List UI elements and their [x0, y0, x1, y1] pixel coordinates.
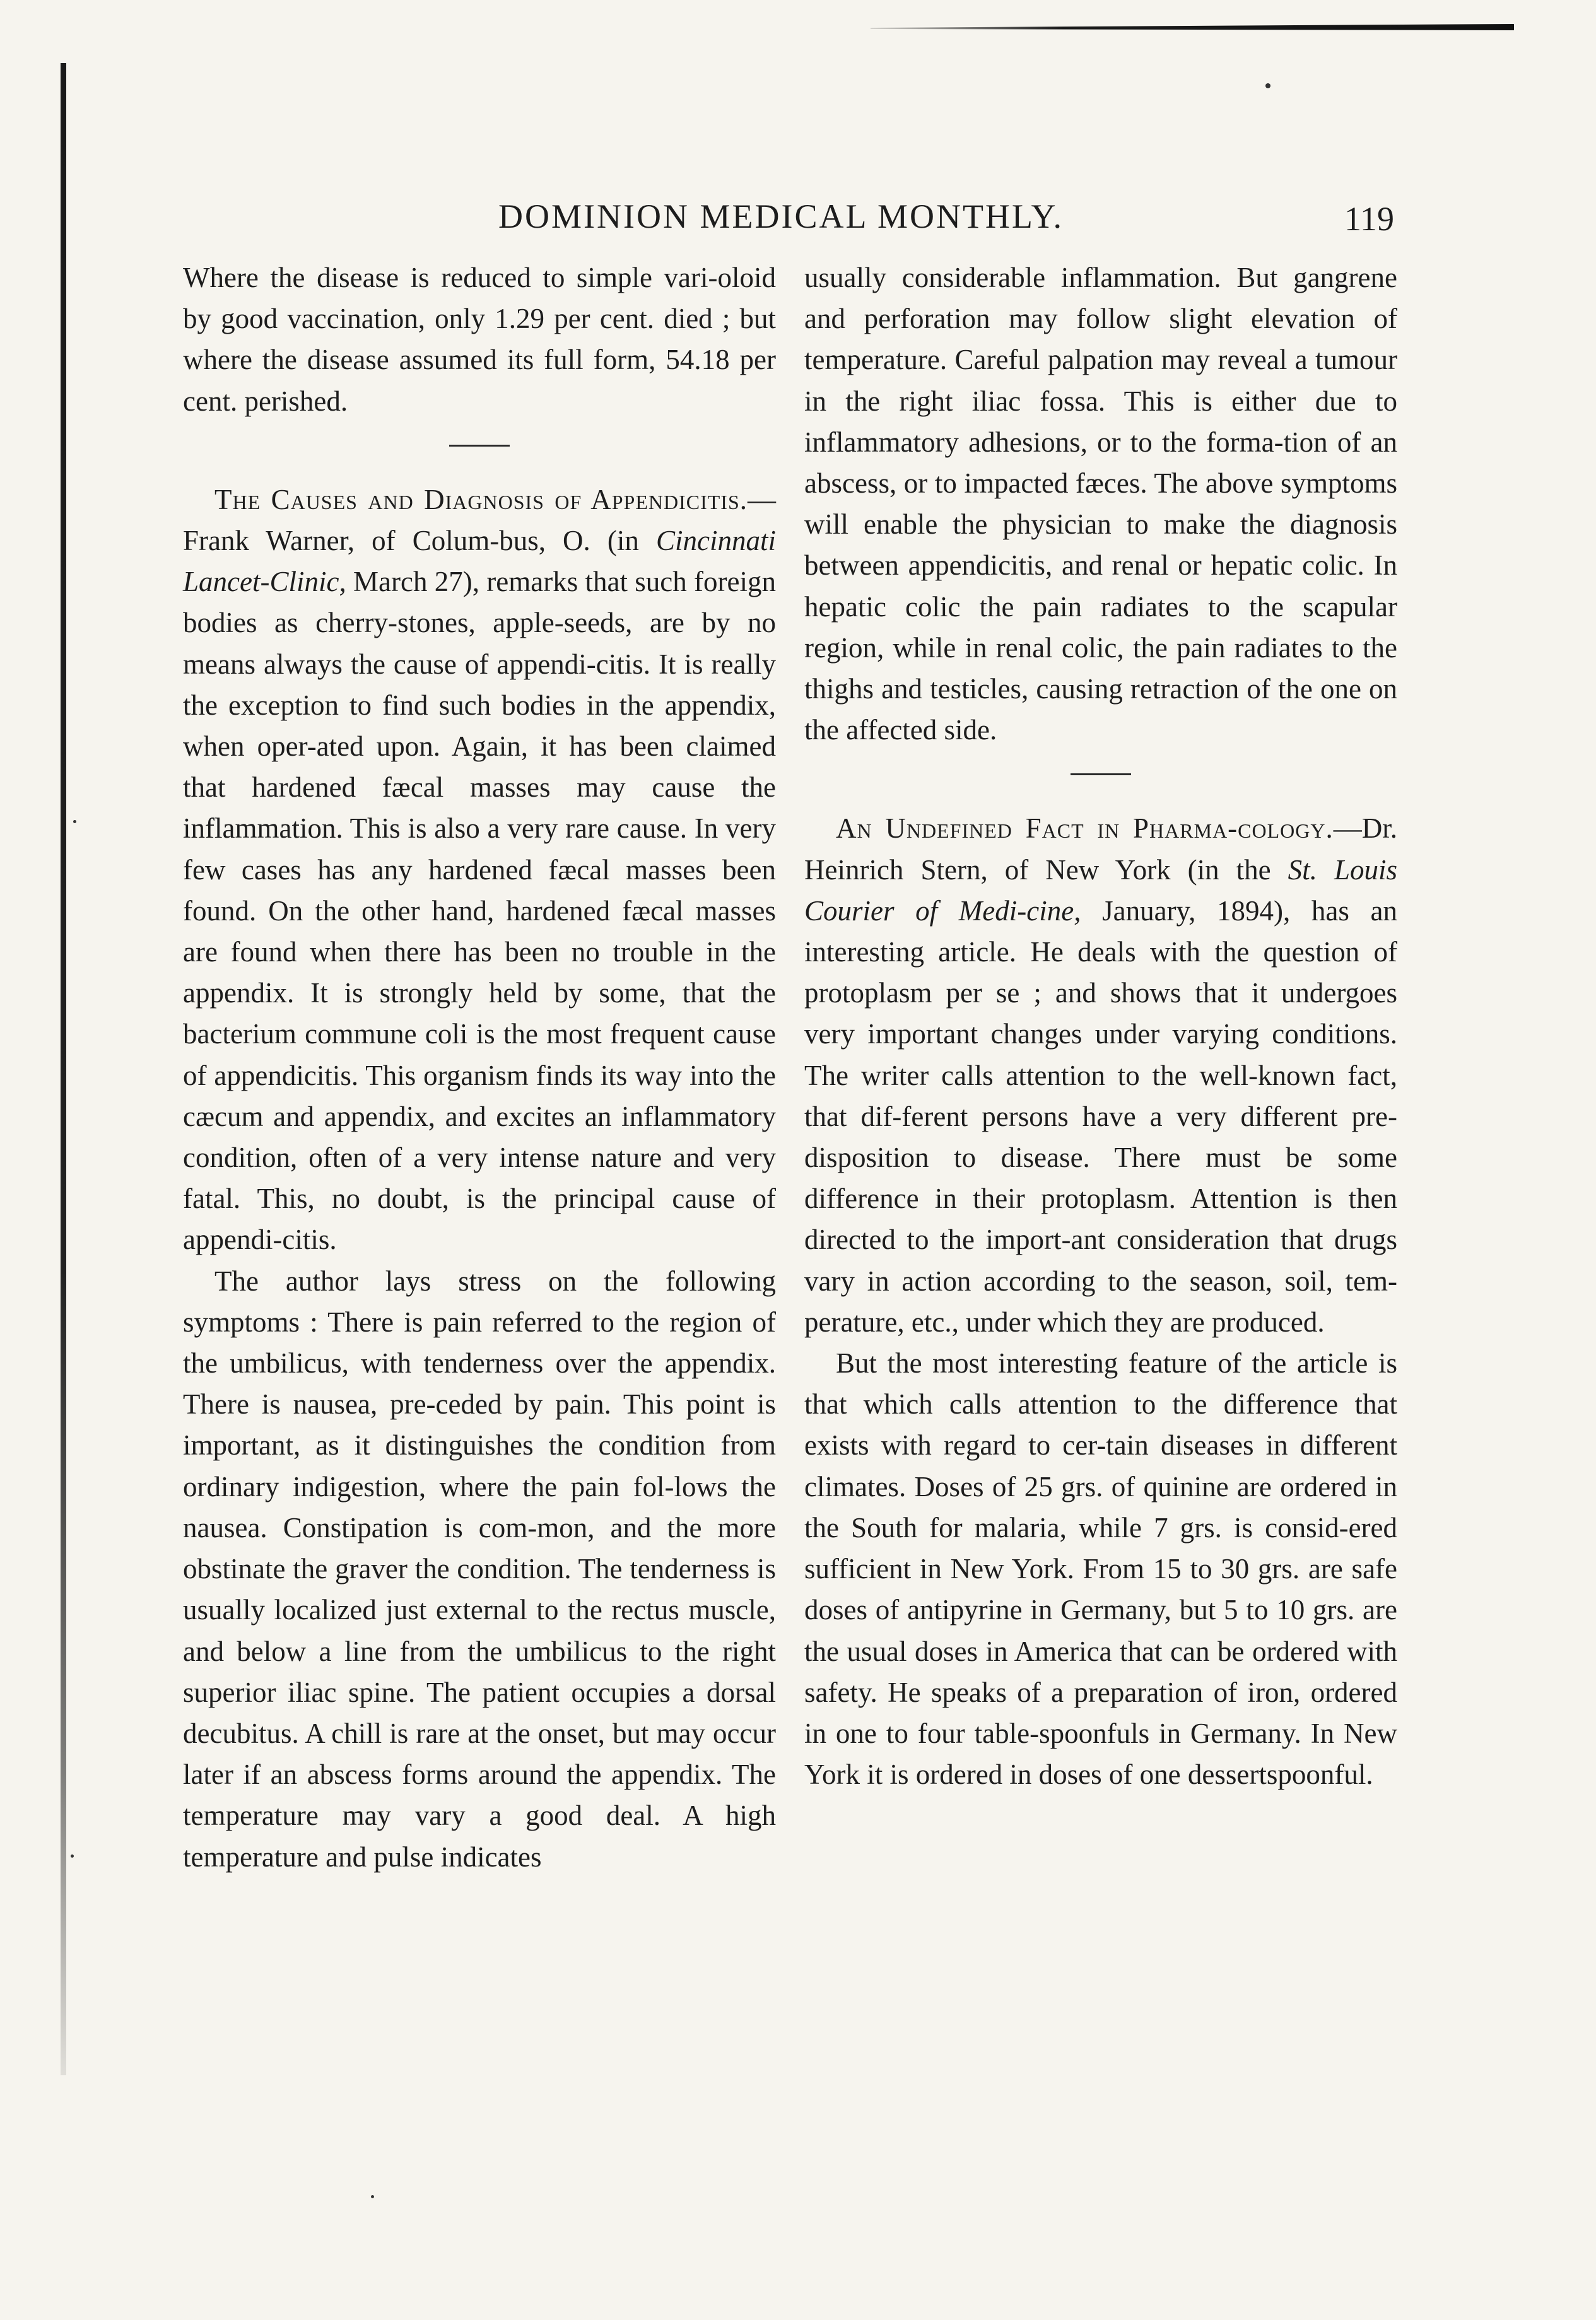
scan-binding-edge [61, 63, 66, 2075]
pharmacology-source-journal: St. Louis Courier of Medi-cine, [804, 853, 1398, 927]
scan-speck [73, 820, 76, 823]
pharmacology-body-prefix: —Dr. Heinrich Stern, of New York (in the [804, 812, 1397, 886]
appendicitis-body-prefix: —Frank Warner, of Colum-bus, O. (in [183, 483, 776, 557]
appendicitis-continuation: usually considerable inflammation. But gangrene and perforation may follow slight elevation of temperature. Careful palpation may reveal a tumour in the right iliac fossa. This is either due to inflammatory adhesions, or to the forma-tion of an abscess, or to impacted fæces. The above symptoms will enable the physician to make the diagnosis between appendicitis, and renal or hepatic colic. In hepatic colic the pain radiates to the scapular region, while in renal colic, the pain radiates to the thighs and testicles, causing retraction of the one on the affected side. [804, 262, 1397, 746]
page-number: 119 [1344, 200, 1394, 238]
journal-title: DOMINION MEDICAL MONTHLY. [498, 197, 1064, 235]
appendicitis-body-suffix: March 27), remarks that such foreign bodies as cherry-stones, apple-seeds, are by no means always the cause of appendi-citis. It is really the exception to find such bodies in the appendix, when oper-ated upon. Again, it has been claimed that hardened fæcal masses may cause the inflammation. This is also a very rare cause. In very few cases has any hardened fæcal masses been found. On the other hand, hardened fæcal masses are found when there has been no trouble in the appendix. It is strongly held by some, that the bacterium commune coli is the most frequent cause of appendicitis. This organism finds its way into the cæcum and appendix, and excites an inflammatory condition, often of a very intense nature and very fatal. This, no doubt, is the principal cause of appendi-citis. [183, 566, 776, 1256]
intro-paragraph: Where the disease is reduced to simple vari-oloid by good vaccination, only 1.29 per cent. died ; but where the disease assumed its full form, 54.18 per cent. perished. [183, 262, 776, 417]
section-divider [449, 445, 510, 447]
scan-speck [371, 2195, 374, 2198]
appendicitis-source-journal: Cincinnati Lancet-Clinic, [183, 525, 776, 598]
appendicitis-paragraph-1 [183, 479, 776, 1261]
running-header [183, 197, 1394, 247]
scan-edge-mark [871, 24, 1514, 30]
scan-speck [71, 1854, 74, 1858]
left-column [183, 257, 776, 1878]
pharmacology-paragraph-2: But the most interesting feature of the article is that which calls attention to the difference that exists with regard to cer-tain diseases in different climates. Doses of 25 grs. of quinine are ordered in the South for malaria, while 7 grs. is consid-ered sufficient in New York. From 15 to 30 grs. are safe doses of antipyrine in Germany, but 5 to 10 grs. are the usual doses in America that can be ordered with safety. He speaks of a preparation of iron, ordered in one to four table-spoonfuls in Germany. In New York it is ordered in doses of one dessertspoonful. [804, 1347, 1397, 1791]
pharmacology-heading: An Undefined Fact in Pharma-cology. [836, 812, 1334, 845]
right-column [804, 257, 1397, 1795]
pharmacology-body-suffix: January, 1894), has an interesting article. He deals with the question of protoplasm per se ; and shows that it undergoes very important changes under varying conditions. The writer calls attention to the well-known fact, that dif-ferent persons have a very different pre-disposition to disease. There must be some difference in their protoplasm. Attention is then directed to the import-ant consideration that drugs vary in action according to the season, soil, tem-perature, etc., under which they are produced. [804, 894, 1397, 1338]
appendicitis-heading: The Causes and Diagnosis of Appendicitis. [214, 483, 748, 515]
scan-speck [1265, 83, 1270, 88]
section-divider [1071, 773, 1131, 775]
pharmacology-paragraph-1 [804, 808, 1397, 1343]
appendicitis-paragraph-2: The author lays stress on the following symptoms : There is pain referred to the region of the umbilicus, with tenderness over the appendix. There is nausea, pre-ceded by pain. This point is important, as it distinguishes the condition from ordinary indigestion, where the pain fol-lows the nausea. Constipation is com-mon, and the more obstinate the graver the condition. The tenderness is usually localized just external to the rectus muscle, and below a line from the umbilicus to the right superior iliac spine. The patient occupies a dorsal decubitus. A chill is rare at the onset, but may occur later if an abscess forms around the appendix. The temperature may vary a good deal. A high temperature and pulse indicates [183, 1265, 776, 1873]
